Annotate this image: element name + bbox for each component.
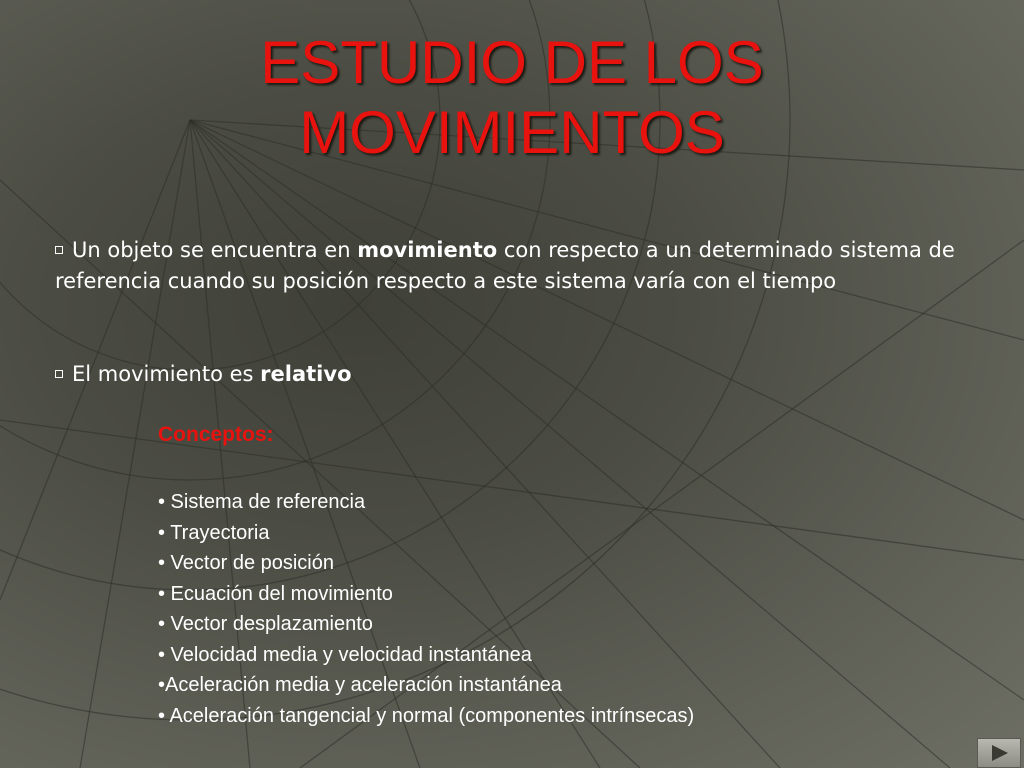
concept-item: • Trayectoria <box>158 521 270 544</box>
definition-text-end: con respecto a un determinado sistema de referencia cuando su posición respecto a este sistema varía con el tiempo <box>55 238 955 293</box>
concept-item: • Aceleración tangencial y normal (componentes intrínsecas) <box>158 704 695 727</box>
concept-item: • Ecuación del movimiento <box>158 582 393 605</box>
definition-bullet <box>55 235 985 297</box>
next-slide-button[interactable] <box>977 738 1021 768</box>
concept-item: •Aceleración media y aceleración instantánea <box>158 674 562 696</box>
slide-title <box>0 28 1024 168</box>
definition-text-start: Un objeto se encuentra en <box>72 238 358 262</box>
concept-item: • Vector de posición <box>158 552 334 574</box>
relative-text: El movimiento es <box>72 362 261 386</box>
concepts-list <box>158 487 694 731</box>
slide-title-line-2: MOVIMIENTOS <box>299 99 725 166</box>
concept-item: • Sistema de referencia <box>158 491 366 513</box>
relative-keyword: relativo <box>260 362 352 386</box>
square-bullet-icon <box>55 246 63 254</box>
play-triangle-icon <box>992 745 1008 761</box>
square-bullet-icon <box>55 370 63 378</box>
relative-bullet <box>55 359 985 390</box>
concept-item: • Velocidad media y velocidad instantánea <box>158 643 532 666</box>
slide-title-line-1: ESTUDIO DE LOS <box>260 29 764 96</box>
concepts-heading: Conceptos: <box>158 423 274 446</box>
definition-keyword: movimiento <box>357 238 498 262</box>
concept-item: • Vector desplazamiento <box>158 613 373 635</box>
